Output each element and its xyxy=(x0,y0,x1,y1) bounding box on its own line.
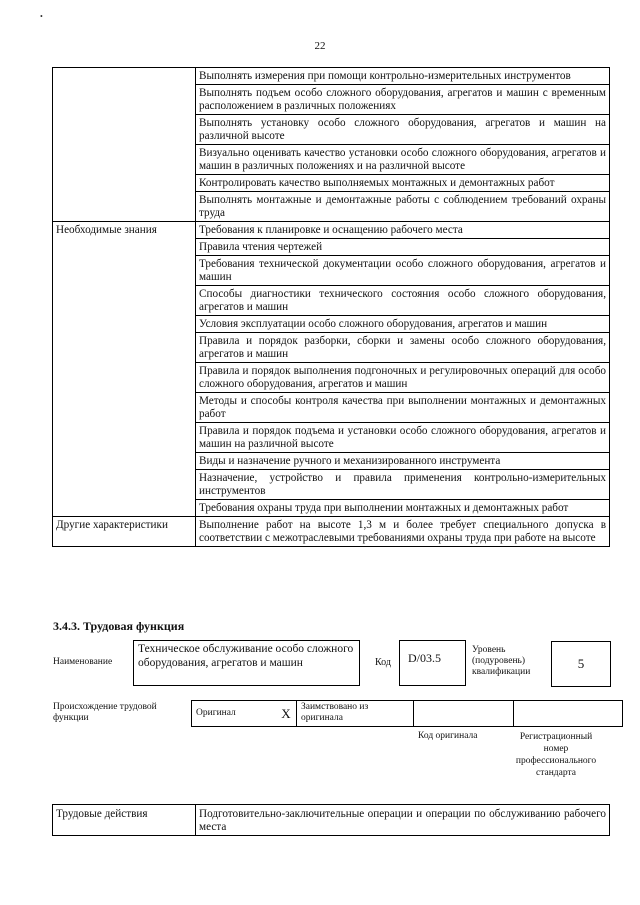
code-original-cell xyxy=(414,701,514,727)
name-label: Наименование xyxy=(53,657,113,667)
borrowed-label: Заимствовано из оригинала xyxy=(297,701,414,727)
corner-mark: • xyxy=(40,12,43,21)
table-row xyxy=(53,517,610,547)
row-description: Выполнять установку особо сложного оборудования, агрегатов и машин на различной высоте xyxy=(196,115,610,145)
actions-first: Подготовительно-заключительные операции и операции по обслуживанию рабочего места xyxy=(196,805,610,836)
row-description: Выполнять подъем особо сложного оборудования, агрегатов и машин с временным расположением в различных положениях xyxy=(196,85,610,115)
table-row xyxy=(53,68,610,85)
original-label: Оригинал xyxy=(192,701,277,727)
section-title: 3.4.3. Трудовая функция xyxy=(53,619,185,633)
row-description: Визуально оценивать качество установки особо сложного оборудования, агрегатов и машин в различных положениях и на различной высоте xyxy=(196,145,610,175)
origin-table xyxy=(191,700,623,727)
level-label: Уровень (подуровень) квалификации xyxy=(472,645,531,677)
row-description: Виды и назначение ручного и механизированного инструмента xyxy=(196,453,610,470)
row-description: Требования технической документации особо сложного оборудования, агрегатов и машин xyxy=(196,256,610,286)
row-description: Выполнение работ на высоте 1,3 м и более требует специального допуска в соответствии с межотраслевыми требованиями охраны труда при работе на высоте xyxy=(196,517,610,547)
row-description: Требования к планировке и оснащению рабочего места xyxy=(196,222,610,239)
row-description: Способы диагностики технического состояния особо сложного оборудования, агрегатов и машин xyxy=(196,286,610,316)
row-description: Правила и порядок выполнения подгоночных и регулировочных операций для особо сложного оборудования, агрегатов и машин xyxy=(196,363,610,393)
row-group-label: Другие характеристики xyxy=(53,517,196,547)
reg-number-cell xyxy=(514,701,623,727)
function-name-box: Техническое обслуживание особо сложного оборудования, агрегатов и машин xyxy=(133,640,360,686)
row-description: Требования охраны труда при выполнении монтажных и демонтажных работ xyxy=(196,500,610,517)
row-description: Правила и порядок подъема и установки особо сложного оборудования, агрегатов и машин на различной высоте xyxy=(196,423,610,453)
row-group-label: Необходимые знания xyxy=(53,222,196,517)
row-description: Выполнять измерения при помощи контрольно-измерительных инструментов xyxy=(196,68,610,85)
table-row xyxy=(53,222,610,239)
code-label: Код xyxy=(375,657,391,668)
row-group-label xyxy=(53,68,196,222)
labor-actions-table xyxy=(52,804,610,836)
row-description: Контролировать качество выполняемых монтажных и демонтажных работ xyxy=(196,175,610,192)
reg-number-label: Регистрационный номер профессионального стандарта xyxy=(515,732,597,778)
skills-knowledge-table xyxy=(52,67,610,547)
function-code-box: D/03.5 xyxy=(399,640,466,686)
page-number: 22 xyxy=(314,40,326,52)
original-mark: X xyxy=(276,701,297,727)
row-description: Правила чтения чертежей xyxy=(196,239,610,256)
actions-label: Трудовые действия xyxy=(53,805,196,836)
row-description: Назначение, устройство и правила применения контрольно-измерительных инструментов xyxy=(196,470,610,500)
row-description: Правила и порядок разборки, сборки и замены особо сложного оборудования, агрегатов и машин xyxy=(196,333,610,363)
row-description: Методы и способы контроля качества при выполнении монтажных и демонтажных работ xyxy=(196,393,610,423)
origin-label: Происхождение трудовой функции xyxy=(53,702,157,723)
code-original-label: Код оригинала xyxy=(418,731,478,741)
row-description: Выполнять монтажные и демонтажные работы с соблюдением требований охраны труда xyxy=(196,192,610,222)
level-box: 5 xyxy=(551,641,611,687)
row-description: Условия эксплуатации особо сложного оборудования, агрегатов и машин xyxy=(196,316,610,333)
